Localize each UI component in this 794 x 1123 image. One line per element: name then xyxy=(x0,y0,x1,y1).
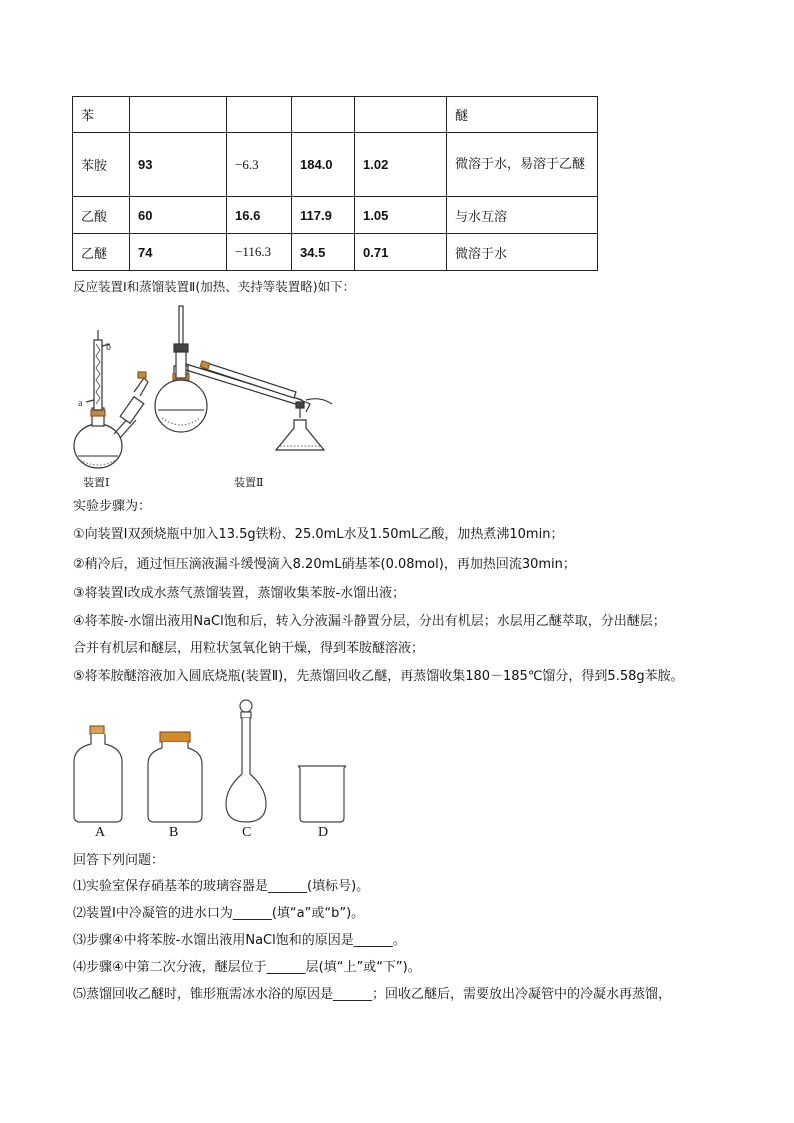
questions-title: 回答下列问题： xyxy=(73,853,165,868)
table-cell: 乙酸 xyxy=(73,197,130,234)
table-cell: −116.3 xyxy=(227,234,292,271)
containers-figure xyxy=(68,696,358,826)
container-label-a: A xyxy=(95,825,106,840)
table-cell: 微溶于水，易溶于乙醚 xyxy=(447,133,598,197)
table-cell: 0.71 xyxy=(355,234,447,271)
table-cell xyxy=(130,97,227,133)
question-1: ⑴实验室保存硝基苯的玻璃容器是______(填标号)。 xyxy=(73,879,370,894)
apparatus-1-drawing xyxy=(74,330,148,468)
table-cell: 乙醚 xyxy=(73,234,130,271)
table-cell: 微溶于水 xyxy=(447,234,598,271)
container-label-c: C xyxy=(242,825,252,840)
table-cell: 苯胺 xyxy=(73,133,130,197)
table-cell: 34.5 xyxy=(292,234,355,271)
container-label-d: D xyxy=(318,825,329,840)
table-row xyxy=(73,133,598,197)
table-cell xyxy=(355,97,447,133)
apparatus-figure xyxy=(70,300,350,500)
table-cell xyxy=(227,97,292,133)
apparatus-2-label: 装置Ⅱ xyxy=(234,476,264,489)
step-3: ③将装置Ⅰ改成水蒸气蒸馏装置，蒸馏收集苯胺-水馏出液； xyxy=(73,586,406,601)
table-cell: 1.02 xyxy=(355,133,447,197)
question-4: ⑷步骤④中第二次分液，醚层位于______层(填“上”或“下”)。 xyxy=(73,960,421,975)
table-cell: −6.3 xyxy=(227,133,292,197)
table-cell: 1.05 xyxy=(355,197,447,234)
question-5: ⑸蒸馏回收乙醚时，锥形瓶需冰水浴的原因是______；回收乙醚后，需要放出冷凝管中的冷凝水再蒸馏， xyxy=(73,987,672,1002)
question-3: ⑶步骤④中将苯胺-水馏出液用NaCl饱和的原因是______。 xyxy=(73,933,406,948)
properties-table xyxy=(72,96,598,271)
table-cell: 苯 xyxy=(73,97,130,133)
table-cell: 60 xyxy=(130,197,227,234)
steps-title: 实验步骤为： xyxy=(73,499,152,514)
inlet-label-b: b xyxy=(106,342,111,353)
table-cell: 74 xyxy=(130,234,227,271)
table-cell: 与水互溶 xyxy=(447,197,598,234)
container-d-drawing xyxy=(298,766,346,822)
container-label-b: B xyxy=(169,825,179,840)
apparatus-2-drawing xyxy=(155,306,332,450)
table-row xyxy=(73,234,598,271)
container-a-drawing xyxy=(74,726,122,822)
container-c-drawing xyxy=(226,700,266,822)
table-cell xyxy=(292,97,355,133)
step-5: ⑤将苯胺醚溶液加入圆底烧瓶(装置Ⅱ)，先蒸馏回收乙醚，再蒸馏收集180－185℃馏分，得到5.58g苯胺。 xyxy=(73,669,684,684)
apparatus-1-label: 装置Ⅰ xyxy=(83,476,110,489)
table-cell: 117.9 xyxy=(292,197,355,234)
table-row xyxy=(73,97,598,133)
table-cell: 16.6 xyxy=(227,197,292,234)
table-row xyxy=(73,197,598,234)
inlet-label-a: a xyxy=(78,398,83,409)
step-4: ④将苯胺-水馏出液用NaCl饱和后，转入分液漏斗静置分层，分出有机层；水层用乙醚萃取，分出醚层； xyxy=(73,614,666,629)
apparatus-intro: 反应装置Ⅰ和蒸馏装置Ⅱ(加热、夹持等装置略)如下： xyxy=(73,279,356,294)
step-2: ②稍冷后，通过恒压滴液漏斗缓慢滴入8.20mL硝基苯(0.08mol)，再加热回流30min； xyxy=(73,557,576,572)
table-cell: 93 xyxy=(130,133,227,197)
table-cell: 184.0 xyxy=(292,133,355,197)
step-1: ①向装置Ⅰ双颈烧瓶中加入13.5g铁粉、25.0mL水及1.50mL乙酸，加热煮沸10min； xyxy=(73,527,564,542)
table-cell: 醚 xyxy=(447,97,598,133)
container-b-drawing xyxy=(148,732,202,822)
step-4-continued: 合并有机层和醚层，用粒状氢氧化钠干燥，得到苯胺醚溶液； xyxy=(73,641,425,656)
question-2: ⑵装置Ⅰ中冷凝管的进水口为______(填“a”或“b”)。 xyxy=(73,906,365,921)
